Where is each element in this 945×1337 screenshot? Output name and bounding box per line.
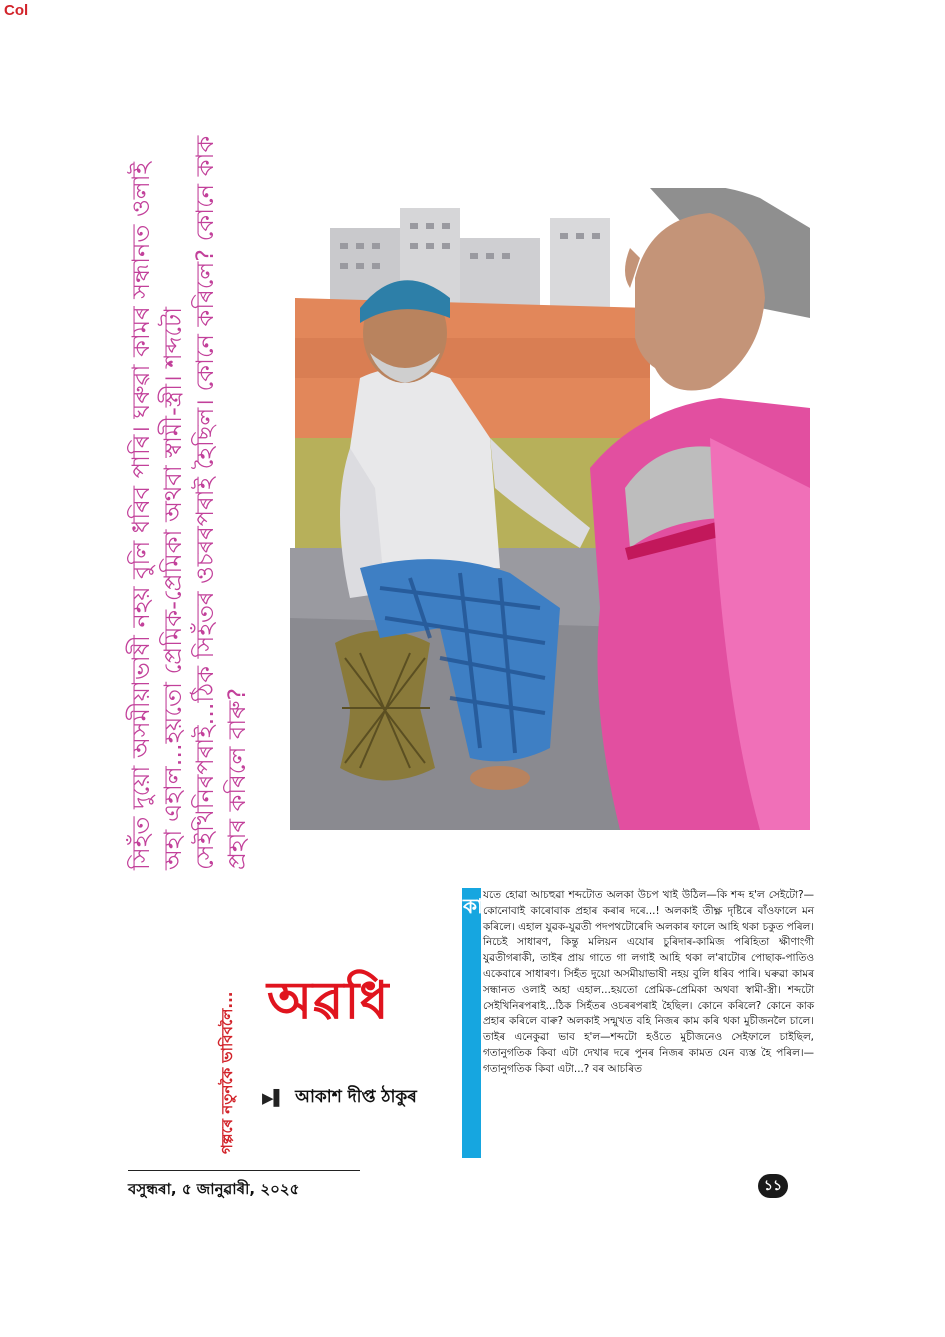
publication-footer: বসুন্ধৰা, ৫ জানুৱাৰী, ২০২৫ [128,1180,300,1198]
story-title: অৱধি [267,971,390,1031]
drop-cap-letter: কা [463,894,483,918]
series-tag [200,958,244,1158]
story-illustration [290,188,810,830]
corner-label: Col [4,2,29,19]
page-number: ১১ [758,1174,788,1198]
drop-cap [462,888,481,1158]
series-tag-text: গল্পৰে নতুনকৈ ভাবিবলৈ... [218,991,236,1154]
story-column [462,888,814,1158]
author-name: আকাশ দীপ্ত ঠাকুৰ [295,1087,417,1107]
byline-arrow-icon: ▶▌ [262,1089,286,1107]
byline [262,1084,417,1112]
footer-rule [128,1170,360,1171]
pull-quote: সিহঁত দুয়ো অসমীয়াভাষী নহয় বুলি ধৰিব পাৰি। ঘৰুৱা কামৰ সন্ধানত ওলাই অহা এহাল...হয়তো প্ৰেমিক-প্ৰেমিকা অথবা স্বামী-স্ত্ৰী। শব্দটো সেইখিনিৰপৰাই...ঠিক সিহঁতৰ ওচৰৰপৰাই হৈছিল। কোনে কৰিলে? কোনে কাক প্ৰহাৰ কৰিলে বাৰু? [127,135,251,870]
story-text: যতে হোৱা আচহুৱা শব্দটোত অলকা উচপ খাই উঠিল—কি শব্দ হ'ল সেইটো?—কোনোবাই কাৰোবাক প্ৰহাৰ কৰাৰ দৰে...! অলকাই তীক্ষ্ণ দৃষ্টিৰে বাঁওফালে মন কৰিলে। এহাল যুৱক-যুৱতী পদপথটোৰেদি অলকাৰ ফালে আহি থকা চকুত পৰিল। নিচেই সাধাৰণ, কিন্তু মলিয়ন এযোৰ চুৰিদাৰ-কামিজ পৰিহিতা ক্ষীণাংগী যুৱতীগৰাকী, তাইৰ প্ৰায় গাতে গা লগাই আহি থকা ল'ৰাটোৰ পোছাক-পাতিও একেবাৰে সাধাৰণ। সিহঁত দুয়ো অসমীয়াভাষী নহয় বুলি ধৰিব পাৰি। ঘৰুৱা কামৰ সন্ধানত ওলাই অহা এহাল...হয়তো প্ৰেমিক-প্ৰেমিকা অথবা স্বামী-স্ত্ৰী। শব্দটো সেইখিনিৰপৰাই...ঠিক সিহঁতৰ ওচৰৰপৰাই হৈছিল। কোনে কৰিলে? কোনে কাক প্ৰহাৰ কৰিলে বাৰু? অলকাই সন্মুখত বহি নিজৰ কাম কৰি থকা মুচীজনলৈ চালে। তাইৰ এনেকুৱা ভাব হ'ল—শব্দটো হওঁতে মুচীজনেও সেইফালে চাইছিল, গতানুগতিক কিবা এটা দেখাৰ দৰে পুনৰ নিজৰ কামত যেন ব্যস্ত হৈ পৰিল।— গতানুগতিক কিবা এটা...? বৰ আচৰিত [483,889,814,1075]
